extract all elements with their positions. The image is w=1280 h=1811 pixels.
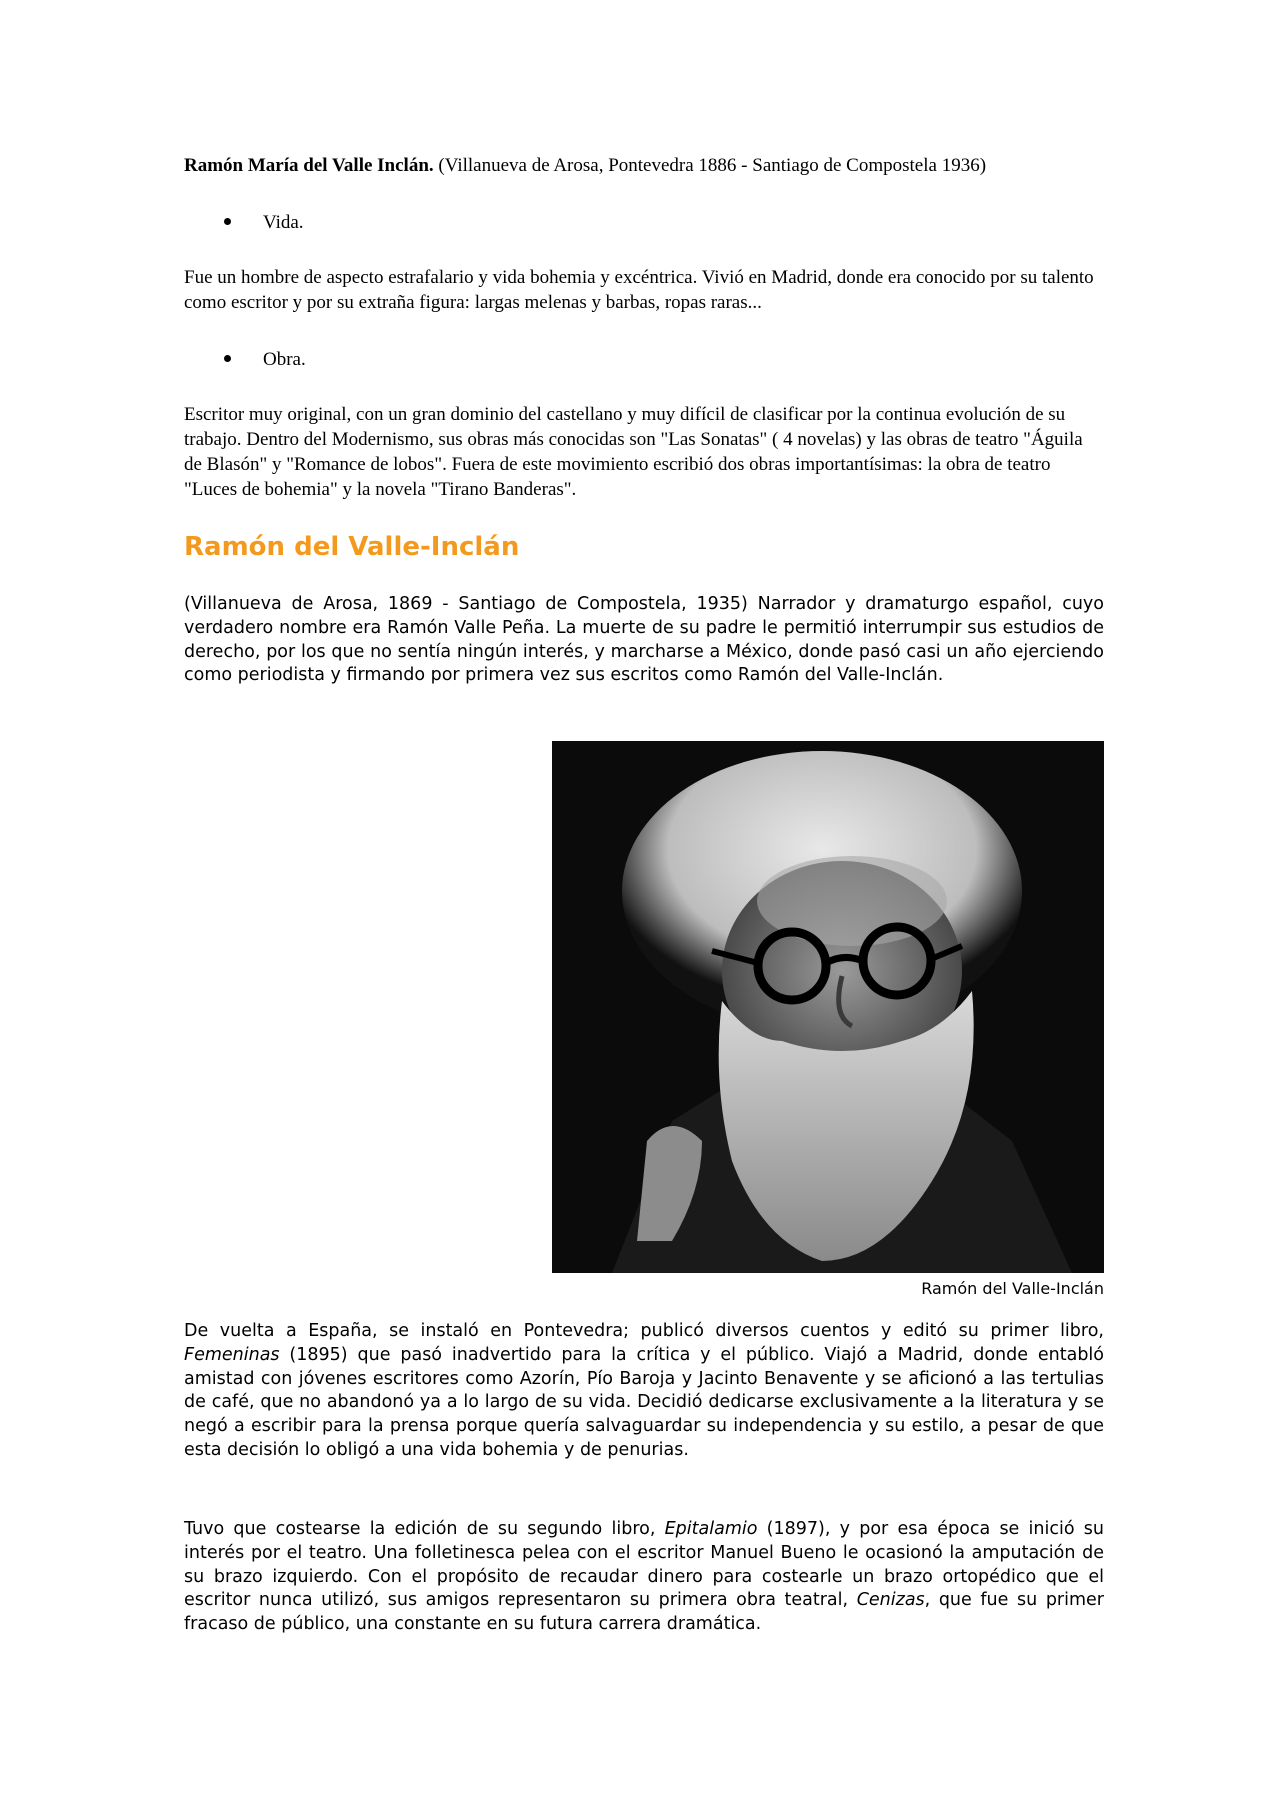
portrait-figure [552,741,1104,1299]
bullet-obra [224,347,824,372]
bullet-vida-label: Vida. [263,212,304,233]
para2-text-1: De vuelta a España, se instaló en Pontevedra; publicó diversos cuentos y editó su primer libro, [184,1321,1104,1341]
book-title-epitalamio: Epitalamio [664,1519,758,1539]
portrait-photo [552,741,1104,1273]
para2-text-2: (1895) que pasó inadvertido para la crítica y el público. Viajó a Madrid, donde entabló amistad con jóvenes escritores como Azorín, Pío Baroja y Jacinto Benavente y se aficionó a las tertulias de café, que no abandonó ya a lo largo de su vida. Decidió dedicarse exclusivamente a la literatura y se negó a escribir para la prensa porque quería salvaguardar su independencia y su estilo, a pesar de que esta decisión lo obligó a una vida bohemia y de penurias. [184,1344,1104,1460]
portrait-caption: Ramón del Valle-Inclán [921,1279,1104,1298]
author-heading [184,153,1104,178]
intro-paragraph: (Villanueva de Arosa, 1869 - Santiago de Compostela, 1935) Narrador y dramaturgo español, cuyo verdadero nombre era Ramón Valle Peña. La muerte de su padre le permitió interrumpir sus estudios de derecho, por los que no sentía ningún interés, y marcharse a México, donde pasó casi un año ejerciendo como periodista y firmando por primera vez sus escritos como Ramón del Valle-Inclán. [184,594,1104,686]
author-name: Ramón María del Valle Inclán. [184,155,434,176]
obra-paragraph: Escritor muy original, con un gran dominio del castellano y muy difícil de clasificar por la continua evolución de su trabajo. Dentro del Modernismo, sus obras más conocidas son "Las Sonatas" ( 4 novelas) y las obras de teatro "Águila de Blasón" y "Romance de lobos". Fuera de este movimiento escribió dos obras importantísimas: la obra de teatro "Luces de bohemia" y la novela "Tirano Banderas". [184,404,1083,500]
vida-paragraph: Fue un hombre de aspecto estrafalario y vida bohemia y excéntrica. Vivió en Madrid, donde era conocido por su talento como escritor y por su extraña figura: largas melenas y barbas, ropas raras... [184,267,1094,313]
section-title: Ramón del Valle-Inclán [184,532,520,562]
document-page [184,0,1104,1811]
biography-paragraph-2 [184,1320,1104,1463]
para3-text-3: , que fue su primer fracaso de público, una constante en su futura carrera dramática. [184,1590,1104,1635]
bullet-vida [224,210,824,235]
para3-text-2: (1897), y por esa época se inició su interés por el teatro. Una folletinesca pelea con el escritor Manuel Bueno le ocasionó la amputación de su brazo izquierdo. Con el propósito de recaudar dinero para costearle un brazo ortopédico que el escritor nunca utilizó, sus amigos representaron su primera obra teatral, [184,1519,1104,1611]
bullet-dot-icon [224,355,231,362]
book-title-cenizas: Cenizas [856,1590,925,1611]
para3-text-1: Tuvo que costearse la edición de su segundo libro, [184,1519,665,1539]
bullet-obra-label: Obra. [263,349,306,370]
author-dates: (Villanueva de Arosa, Pontevedra 1886 - Santiago de Compostela 1936) [438,155,987,176]
book-title-femeninas: Femeninas [184,1344,280,1365]
biography-paragraph-3 [184,1518,1104,1637]
bullet-dot-icon [224,218,231,225]
